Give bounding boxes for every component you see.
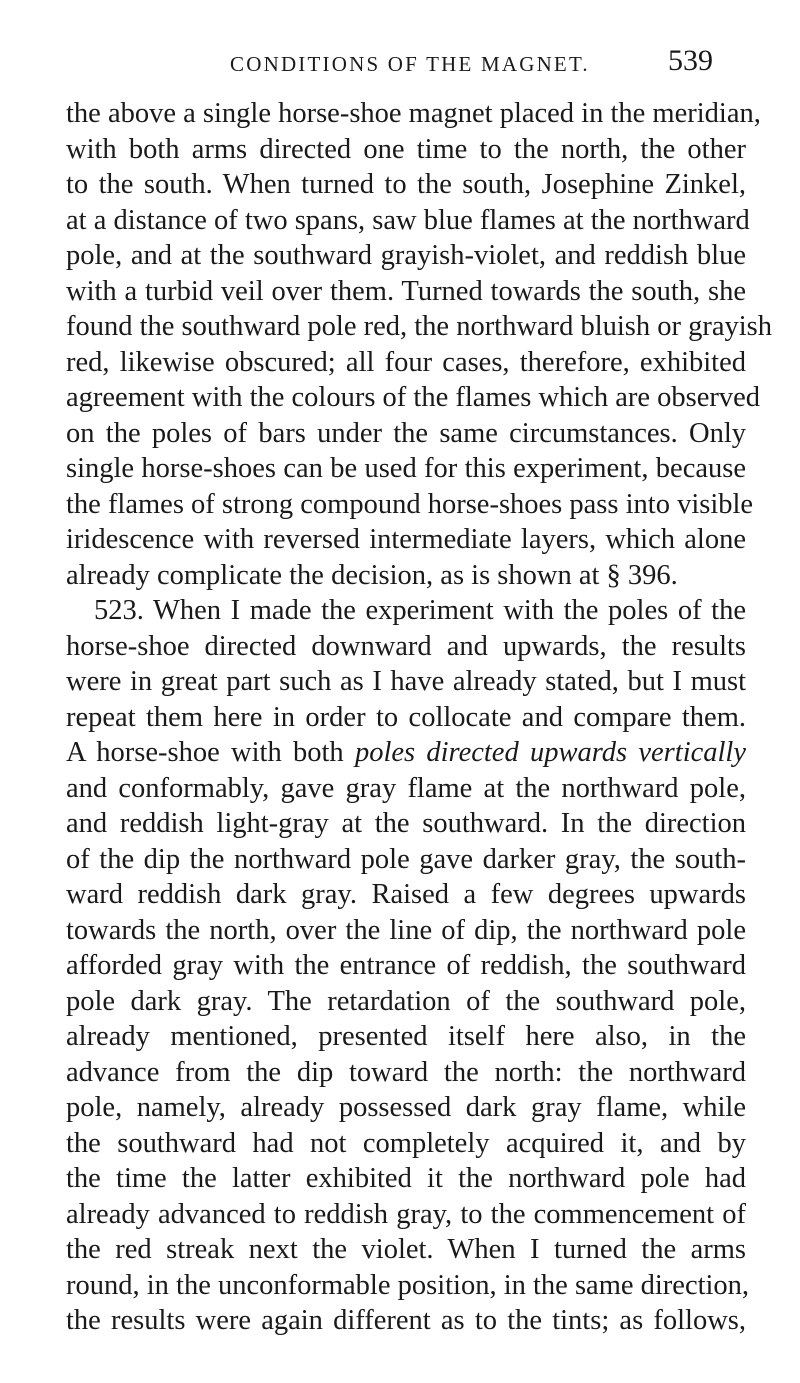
text-line: were in great part such as I have already stated, but I must — [66, 666, 746, 697]
text-line: the above a single horse-shoe magnet placed in the meridian, — [66, 98, 761, 129]
text-line: the flames of strong compound horse-shoes pass into visible — [66, 488, 754, 520]
page-header — [0, 44, 800, 84]
text-line: and reddish light-gray at the southward. In the direction — [66, 808, 746, 839]
text-line: iridescence with reversed intermediate layers, which alone — [66, 524, 746, 555]
text-line: and conformably, gave gray flame at the northward pole, — [66, 772, 746, 804]
text-line: afforded gray with the entrance of reddish, the southward — [66, 950, 746, 981]
page-number: 539 — [668, 44, 713, 77]
text-line: already complicate the decision, as is shown at § 396. — [66, 559, 678, 591]
text-line: single horse-shoes can be used for this experiment, because — [66, 453, 746, 484]
emphasized-text: poles directed upwards vertically — [354, 737, 746, 768]
text-line: repeat them here in order to collocate and compare them. — [66, 701, 746, 733]
text-line: horse-shoe directed downward and upwards, the results — [66, 630, 746, 662]
text-run: A horse-shoe with both — [66, 737, 355, 768]
text-line: advance from the dip toward the north: the northward — [66, 1056, 746, 1088]
text-line: agreement with the colours of the flames which are observed — [66, 382, 761, 413]
text-line: red, likewise obscured; all four cases, therefore, exhibited — [66, 346, 746, 378]
text-line — [66, 735, 746, 771]
text-line: towards the north, over the line of dip, the northward pole — [66, 914, 746, 946]
text-line: with both arms directed one time to the north, the other — [66, 133, 746, 165]
running-head: CONDITIONS OF THE MAGNET. — [230, 52, 590, 76]
text-line: with a turbid veil over them. Turned towards the south, she — [66, 275, 746, 307]
text-line: 523. When I made the experiment with the poles of the — [94, 595, 746, 626]
text-line: at a distance of two spans, saw blue flames at the northward — [66, 204, 750, 236]
text-line: the red streak next the violet. When I turned the arms — [66, 1234, 746, 1265]
text-line: the results were again different as to the tints; as follows, — [66, 1305, 746, 1336]
text-line: ward reddish dark gray. Raised a few degrees upwards — [66, 879, 746, 910]
text-line: pole dark gray. The retardation of the southward pole, — [66, 985, 746, 1017]
text-line: already mentioned, presented itself here also, in the — [66, 1021, 746, 1052]
body-text — [66, 96, 773, 1339]
text-line: already advanced to reddish gray, to the commencement of — [66, 1198, 746, 1230]
text-line: on the poles of bars under the same circumstances. Only — [66, 417, 746, 449]
text-line: the time the latter exhibited it the northward pole had — [66, 1163, 746, 1194]
text-line: the southward had not completely acquired it, and by — [66, 1127, 746, 1159]
text-line: pole, and at the southward grayish-violet, and reddish blue — [66, 240, 746, 271]
text-line: to the south. When turned to the south, Josephine Zinkel, — [66, 169, 746, 200]
text-line: round, in the unconformable position, in the same direction, — [66, 1269, 750, 1301]
text-line: of the dip the northward pole gave darker gray, the south- — [66, 843, 746, 875]
text-line: found the southward pole red, the northward bluish or grayish — [66, 311, 773, 342]
text-line: pole, namely, already possessed dark gray flame, while — [66, 1092, 746, 1123]
